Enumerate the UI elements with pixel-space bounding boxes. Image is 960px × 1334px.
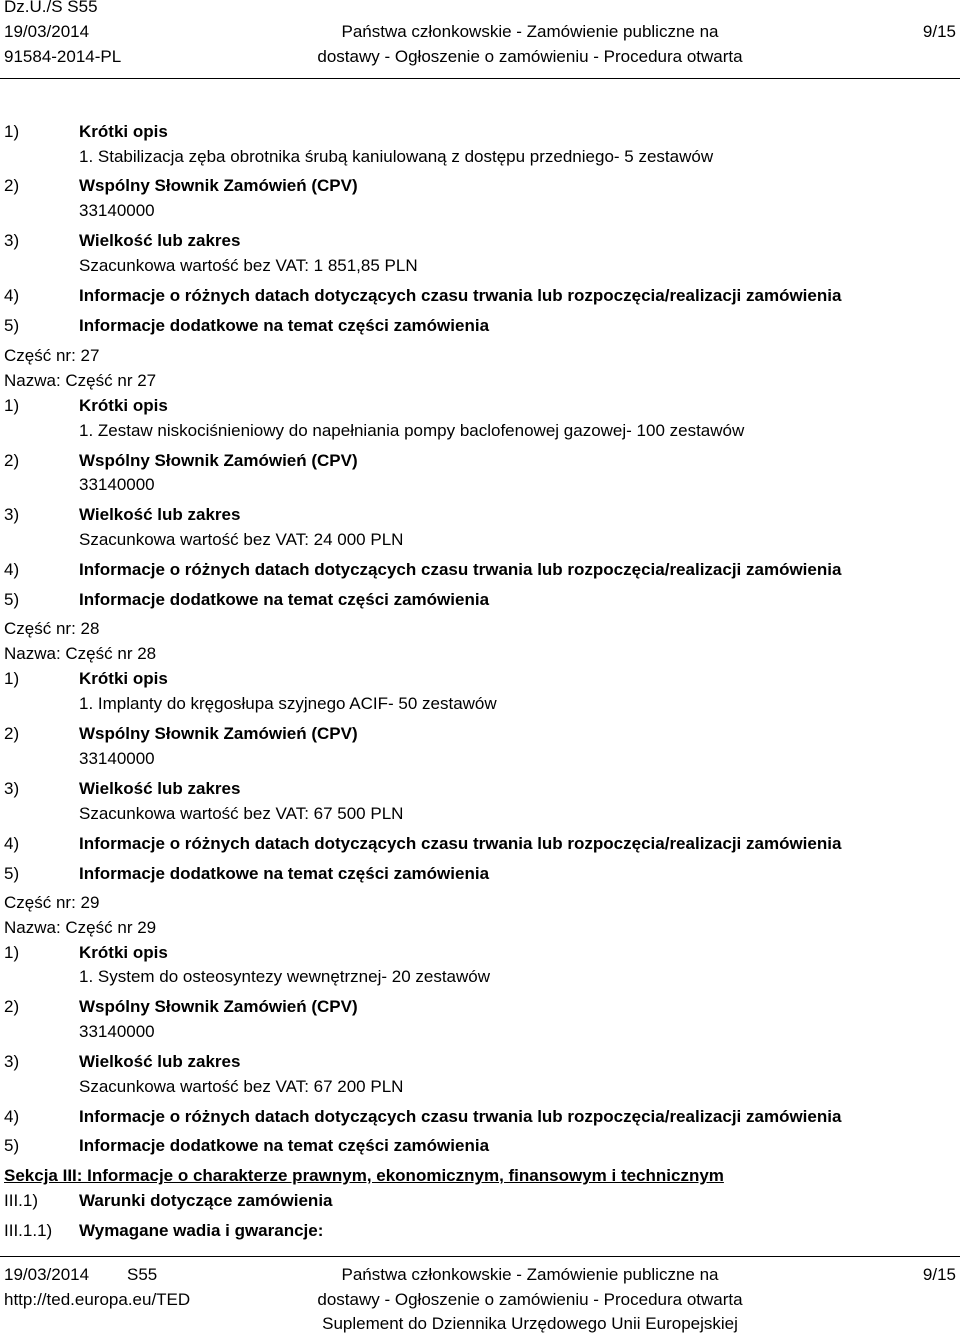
item-num: 5) bbox=[4, 590, 20, 609]
lot28-name: Nazwa: Część nr 28 bbox=[4, 644, 157, 663]
lot26-value: Szacunkowa wartość bez VAT: 1 851,85 PLN bbox=[79, 256, 418, 275]
item-num: 1) bbox=[4, 669, 20, 688]
item-num: 2) bbox=[4, 724, 20, 743]
item-num: 5) bbox=[4, 1136, 20, 1155]
lot27-cpv-code: 33140000 bbox=[79, 475, 155, 494]
lot26-cpv-code: 33140000 bbox=[79, 201, 155, 220]
header-title-line1: Państwa członkowskie - Zamówienie publiczne na bbox=[341, 22, 719, 41]
item-num: 1) bbox=[4, 943, 20, 962]
item-num: 1) bbox=[4, 396, 20, 415]
short-desc-label: Krótki opis bbox=[79, 122, 168, 141]
item-num: 1) bbox=[4, 122, 20, 141]
lot28-cpv-code: 33140000 bbox=[79, 749, 155, 768]
item-num: 3) bbox=[4, 779, 20, 798]
section3-1-label: Warunki dotyczące zamówienia bbox=[79, 1191, 333, 1210]
lot29-value: Szacunkowa wartość bez VAT: 67 200 PLN bbox=[79, 1077, 404, 1096]
footer-url: http://ted.europa.eu/TED bbox=[4, 1290, 191, 1309]
cpv-label: Wspólny Słownik Zamówień (CPV) bbox=[79, 451, 358, 470]
lot29-cpv-code: 33140000 bbox=[79, 1022, 155, 1041]
short-desc-label: Krótki opis bbox=[79, 669, 168, 688]
footer-series: S55 bbox=[127, 1265, 158, 1284]
header-divider bbox=[0, 78, 960, 79]
item-num: 3) bbox=[4, 1052, 20, 1071]
extra-info-label: Informacje dodatkowe na temat części zamówienia bbox=[79, 590, 490, 609]
footer-title-line3: Suplement do Dziennika Urzędowego Unii Europejskiej bbox=[322, 1314, 738, 1333]
lot29-part: Część nr: 29 bbox=[4, 893, 100, 912]
item-num: 2) bbox=[4, 451, 20, 470]
short-desc-label: Krótki opis bbox=[79, 943, 168, 962]
item-num: 3) bbox=[4, 231, 20, 250]
dates-info-label: Informacje o różnych datach dotyczących czasu trwania lub rozpoczęcia/realizacji zamówienia bbox=[79, 560, 842, 579]
footer-page-number: 9/15 bbox=[922, 1265, 956, 1284]
header-page-number: 9/15 bbox=[922, 22, 956, 41]
scope-label: Wielkość lub zakres bbox=[79, 231, 241, 250]
footer-title-line2: dostawy - Ogłoszenie o zamówieniu - Procedura otwarta bbox=[317, 1290, 743, 1309]
cpv-label: Wspólny Słownik Zamówień (CPV) bbox=[79, 724, 358, 743]
header-journal: Dz.U./S S55 bbox=[4, 0, 98, 16]
section3-1-number: III.1) bbox=[4, 1191, 39, 1210]
item-num: 3) bbox=[4, 505, 20, 524]
cpv-label: Wspólny Słownik Zamówień (CPV) bbox=[79, 176, 358, 195]
extra-info-label: Informacje dodatkowe na temat części zamówienia bbox=[79, 864, 490, 883]
section3-1-1-label: Wymagane wadia i gwarancje: bbox=[79, 1221, 324, 1240]
lot28-part: Część nr: 28 bbox=[4, 619, 100, 638]
footer-title-line1: Państwa członkowskie - Zamówienie publiczne na bbox=[341, 1265, 719, 1284]
lot27-desc: 1. Zestaw niskociśnieniowy do napełniania pompy baclofenowej gazowej- 100 zestawów bbox=[79, 421, 745, 440]
lot26-desc: 1. Stabilizacja zęba obrotnika śrubą kaniulowaną z dostępu przedniego- 5 zestawów bbox=[79, 147, 714, 166]
scope-label: Wielkość lub zakres bbox=[79, 1052, 241, 1071]
lot28-desc: 1. Implanty do kręgosłupa szyjnego ACIF- 50 zestawów bbox=[79, 694, 497, 713]
lot28-value: Szacunkowa wartość bez VAT: 67 500 PLN bbox=[79, 804, 404, 823]
extra-info-label: Informacje dodatkowe na temat części zamówienia bbox=[79, 316, 490, 335]
short-desc-label: Krótki opis bbox=[79, 396, 168, 415]
header-title-line2: dostawy - Ogłoszenie o zamówieniu - Procedura otwarta bbox=[317, 47, 743, 66]
item-num: 2) bbox=[4, 176, 20, 195]
footer-divider bbox=[0, 1256, 960, 1257]
item-num: 4) bbox=[4, 286, 20, 305]
lot29-name: Nazwa: Część nr 29 bbox=[4, 918, 157, 937]
dates-info-label: Informacje o różnych datach dotyczących czasu trwania lub rozpoczęcia/realizacji zamówienia bbox=[79, 286, 842, 305]
lot27-part: Część nr: 27 bbox=[4, 346, 100, 365]
section3-1-1-number: III.1.1) bbox=[4, 1221, 53, 1240]
item-num: 4) bbox=[4, 834, 20, 853]
footer-date: 19/03/2014 bbox=[4, 1265, 90, 1284]
dates-info-label: Informacje o różnych datach dotyczących czasu trwania lub rozpoczęcia/realizacji zamówienia bbox=[79, 834, 842, 853]
header-date: 19/03/2014 bbox=[4, 22, 90, 41]
section3-heading: Sekcja III: Informacje o charakterze prawnym, ekonomicznym, finansowym i technicznym bbox=[4, 1166, 724, 1185]
lot27-name: Nazwa: Część nr 27 bbox=[4, 371, 157, 390]
dates-info-label: Informacje o różnych datach dotyczących czasu trwania lub rozpoczęcia/realizacji zamówienia bbox=[79, 1107, 842, 1126]
item-num: 5) bbox=[4, 316, 20, 335]
item-num: 2) bbox=[4, 997, 20, 1016]
cpv-label: Wspólny Słownik Zamówień (CPV) bbox=[79, 997, 358, 1016]
scope-label: Wielkość lub zakres bbox=[79, 505, 241, 524]
scope-label: Wielkość lub zakres bbox=[79, 779, 241, 798]
item-num: 5) bbox=[4, 864, 20, 883]
header-doc-id: 91584-2014-PL bbox=[4, 47, 122, 66]
lot29-desc: 1. System do osteosyntezy wewnętrznej- 20 zestawów bbox=[79, 967, 491, 986]
extra-info-label: Informacje dodatkowe na temat części zamówienia bbox=[79, 1136, 490, 1155]
item-num: 4) bbox=[4, 1107, 20, 1126]
lot27-value: Szacunkowa wartość bez VAT: 24 000 PLN bbox=[79, 530, 404, 549]
item-num: 4) bbox=[4, 560, 20, 579]
